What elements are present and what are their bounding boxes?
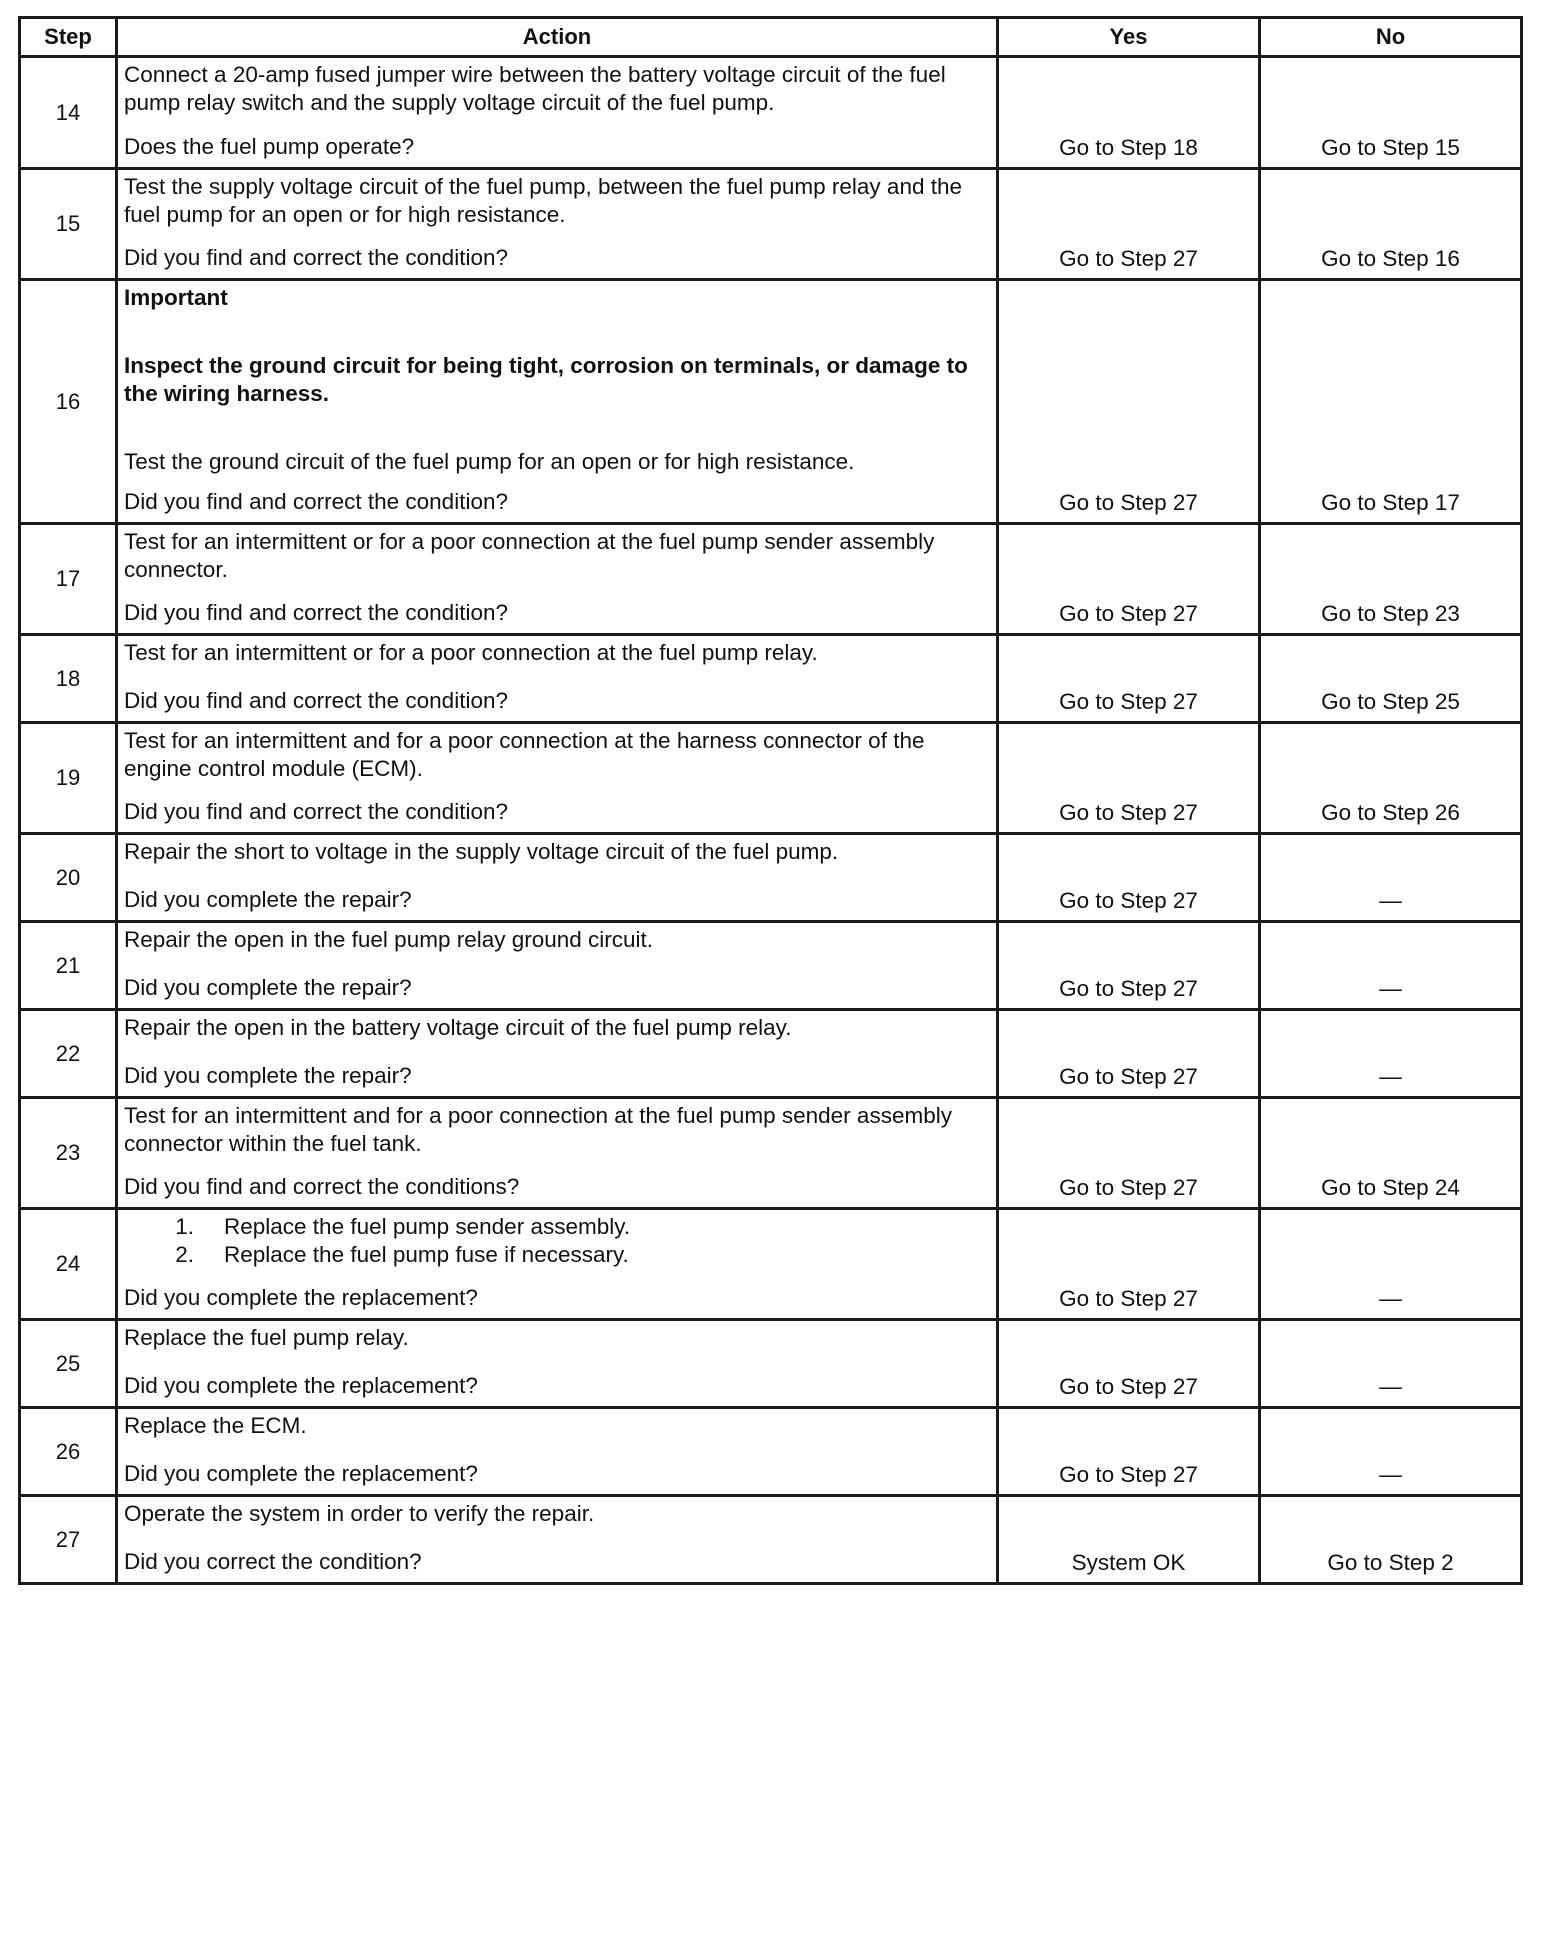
action-text: Connect a 20-amp fused jumper wire between the battery voltage circuit of the fuel pump relay switch and the supply voltage circuit of the fuel pump. [124,62,946,115]
table-row [20,723,1522,834]
no-result: — [1260,922,1522,1010]
action-text: Test the ground circuit of the fuel pump for an open or for high resistance. [124,449,855,474]
important-label: Important [124,285,228,310]
action-text: Repair the open in the fuel pump relay ground circuit. [124,927,654,952]
action-question: Did you complete the repair? [124,975,412,1000]
header-row [20,18,1522,57]
yes-result: Go to Step 27 [998,1010,1260,1098]
list-number: 1. [175,1214,194,1239]
step-number: 15 [20,169,117,280]
step-number: 16 [20,280,117,524]
action-text: Operate the system in order to verify the repair. [124,1501,595,1526]
action-cell [117,524,998,635]
action-cell [117,1098,998,1209]
action-question: Did you find and correct the conditions? [124,1174,520,1199]
step-number: 19 [20,723,117,834]
yes-result: Go to Step 27 [998,1209,1260,1320]
important-note: Inspect the ground circuit for being tight, corrosion on terminals, or damage to the wiring harness. [124,353,968,406]
table-row [20,1010,1522,1098]
action-cell [117,280,998,524]
action-text: Replace the fuel pump relay. [124,1325,409,1350]
no-result: — [1260,1408,1522,1496]
table-row [20,1496,1522,1584]
action-cell [117,1496,998,1584]
table-row [20,1209,1522,1320]
action-cell [117,922,998,1010]
no-result: Go to Step 15 [1260,57,1522,169]
table-row [20,169,1522,280]
yes-result: Go to Step 27 [998,635,1260,723]
step-number: 21 [20,922,117,1010]
action-question: Did you complete the replacement? [124,1285,478,1310]
table-row [20,1320,1522,1408]
no-result: Go to Step 17 [1260,280,1522,524]
step-number: 25 [20,1320,117,1408]
table-row [20,635,1522,723]
action-text: Repair the open in the battery voltage circuit of the fuel pump relay. [124,1015,792,1040]
yes-result: Go to Step 27 [998,280,1260,524]
list-text: Replace the fuel pump fuse if necessary. [224,1242,629,1267]
action-text: Test for an intermittent or for a poor connection at the fuel pump relay. [124,640,818,665]
list-text: Replace the fuel pump sender assembly. [224,1214,631,1239]
yes-result: Go to Step 27 [998,1408,1260,1496]
action-list [124,1213,990,1269]
action-cell [117,169,998,280]
action-text: Replace the ECM. [124,1413,307,1438]
list-item [124,1241,990,1269]
no-result: Go to Step 23 [1260,524,1522,635]
action-question: Did you find and correct the condition? [124,245,508,270]
action-question: Did you complete the repair? [124,887,412,912]
action-cell [117,723,998,834]
action-text: Test the supply voltage circuit of the fuel pump, between the fuel pump relay and the fuel pump for an open or for high resistance. [124,174,963,227]
no-result: Go to Step 26 [1260,723,1522,834]
step-number: 14 [20,57,117,169]
action-question: Does the fuel pump operate? [124,134,415,159]
step-number: 17 [20,524,117,635]
action-question: Did you find and correct the condition? [124,489,508,514]
action-question: Did you find and correct the condition? [124,799,508,824]
action-cell [117,1010,998,1098]
no-result: Go to Step 24 [1260,1098,1522,1209]
action-question: Did you find and correct the condition? [124,600,508,625]
action-text: Test for an intermittent and for a poor connection at the harness connector of the engine control module (ECM). [124,728,925,781]
yes-result: Go to Step 27 [998,723,1260,834]
action-cell [117,1408,998,1496]
no-result: — [1260,1209,1522,1320]
yes-result: System OK [998,1496,1260,1584]
action-question: Did you find and correct the condition? [124,688,508,713]
yes-result: Go to Step 27 [998,1320,1260,1408]
step-number: 22 [20,1010,117,1098]
action-cell [117,57,998,169]
table-row [20,1098,1522,1209]
action-cell [117,635,998,723]
action-question: Did you complete the repair? [124,1063,412,1088]
step-number: 24 [20,1209,117,1320]
header-step: Step [20,18,117,57]
table-row [20,280,1522,524]
action-question: Did you complete the replacement? [124,1373,478,1398]
step-number: 23 [20,1098,117,1209]
list-item [124,1213,990,1241]
step-number: 26 [20,1408,117,1496]
header-no: No [1260,18,1522,57]
yes-result: Go to Step 27 [998,169,1260,280]
diagnostic-table [18,16,1523,1585]
action-text: Test for an intermittent or for a poor connection at the fuel pump sender assembly connector. [124,529,935,582]
action-cell [117,1320,998,1408]
action-text: Repair the short to voltage in the supply voltage circuit of the fuel pump. [124,839,839,864]
action-text: Test for an intermittent and for a poor connection at the fuel pump sender assembly connector within the fuel tank. [124,1103,952,1156]
no-result: — [1260,1320,1522,1408]
action-question: Did you complete the replacement? [124,1461,478,1486]
yes-result: Go to Step 27 [998,524,1260,635]
table-row [20,1408,1522,1496]
yes-result: Go to Step 27 [998,922,1260,1010]
yes-result: Go to Step 18 [998,57,1260,169]
yes-result: Go to Step 27 [998,1098,1260,1209]
no-result: — [1260,1010,1522,1098]
table-row [20,57,1522,169]
list-number: 2. [175,1242,194,1267]
no-result: Go to Step 25 [1260,635,1522,723]
no-result: Go to Step 16 [1260,169,1522,280]
table-row [20,834,1522,922]
header-action: Action [117,18,998,57]
step-number: 18 [20,635,117,723]
no-result: Go to Step 2 [1260,1496,1522,1584]
yes-result: Go to Step 27 [998,834,1260,922]
action-question: Did you correct the condition? [124,1549,422,1574]
header-yes: Yes [998,18,1260,57]
step-number: 27 [20,1496,117,1584]
action-cell [117,1209,998,1320]
table-row [20,922,1522,1010]
table-row [20,524,1522,635]
step-number: 20 [20,834,117,922]
no-result: — [1260,834,1522,922]
action-cell [117,834,998,922]
